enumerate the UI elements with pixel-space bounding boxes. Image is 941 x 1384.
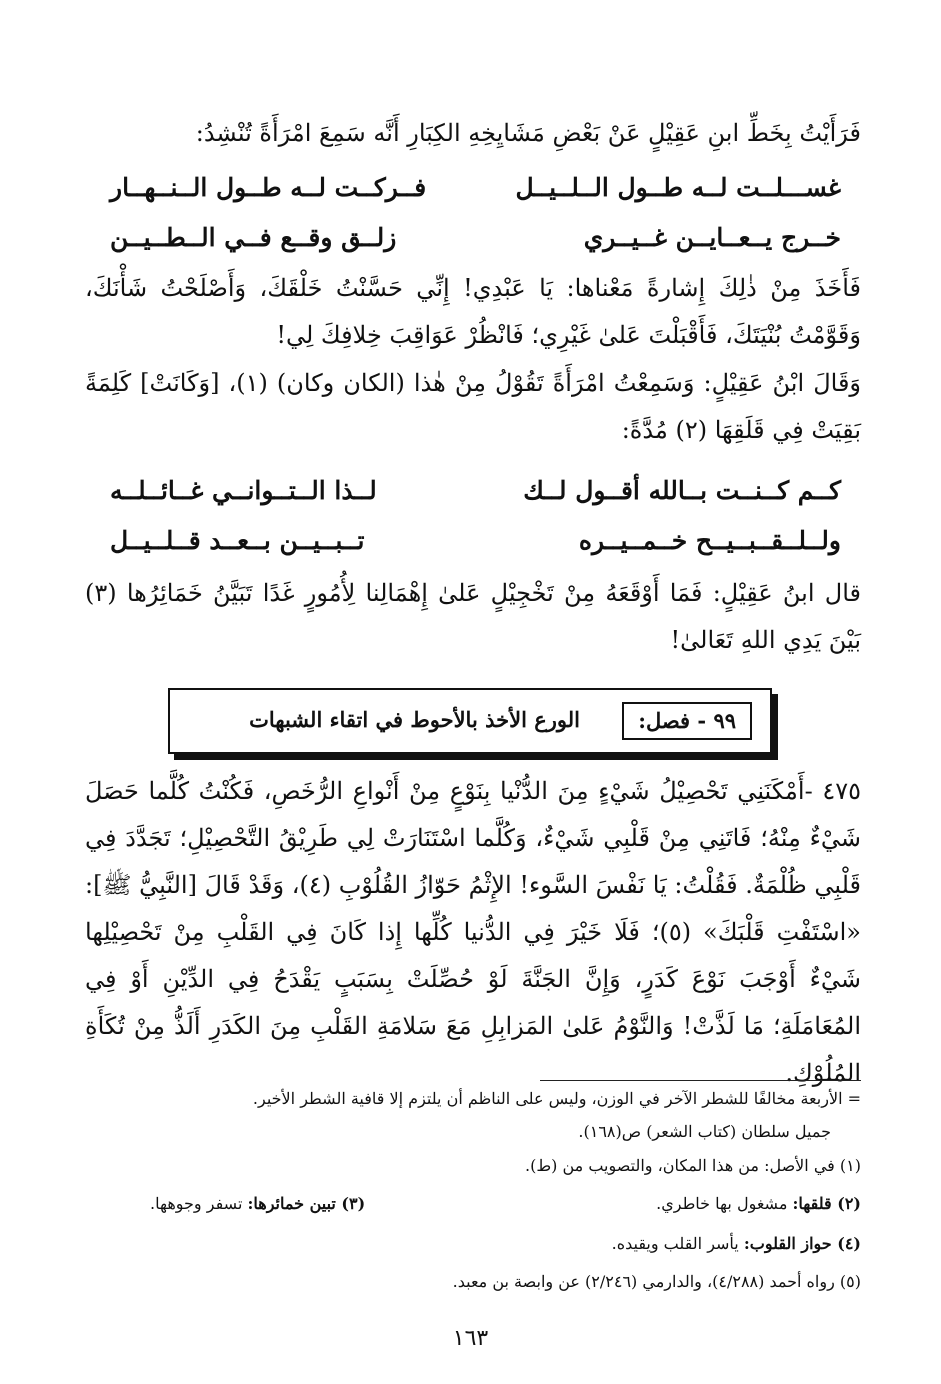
section-label: ٩٩ - فصل: xyxy=(622,702,752,740)
verse-line-2 xyxy=(110,212,841,262)
verse-4-first-hemistich: ولــلــقــبــيــح خــمــيــره xyxy=(578,525,841,555)
verse-3-first-hemistich: كــم كــنــت بــالله أقــول لــك xyxy=(523,475,841,505)
footnotes-2-3 xyxy=(150,1190,861,1218)
verse-line-3 xyxy=(110,465,841,515)
footnote-4-term: (٤) حواز القلوب: xyxy=(743,1234,861,1253)
footnote-5: (٥) رواه أحمد (٤/٢٨٨)، والدارمي (٢/٢٤٦) عن وابصة بن معبد. xyxy=(452,1272,861,1291)
section-title: الورع الأخذ بالأحوط في اتقاء الشبهات xyxy=(249,707,580,732)
verse-3-second-hemistich: لــذا الــتــوانــي غــائــلــه xyxy=(110,475,377,505)
said-paragraph: قال ابنُ عَقِيْلٍ: فَمَا أَوْقَعَهُ مِنْ تَخْجِيْلٍ عَلىٰ إِهْمَالِنا لِأُمُورٍ غَدًا تَبَيَّنُ خَمَائِرُها (٣) بَيْنَ يَدِي اللهِ تَعَالىٰ! xyxy=(85,579,861,654)
heard-paragraph: وَقَالَ ابْنُ عَقِيْلٍ: وَسَمِعْتُ امْرَأَةً تَقُوْلُ مِنْ هٰذا (الكان وكان) (١)، [وَكَانَتْ] كَلِمَةً بَقِيَتْ فِي قَلَقِهَا (٢) مُدَّةً: xyxy=(85,369,862,444)
footnote-3-term: (٣) تبين خمائرها: xyxy=(247,1194,366,1213)
footnote-4-text: يأسر القلب ويقيده. xyxy=(611,1234,744,1253)
verse-line-4 xyxy=(110,515,841,565)
meaning-paragraph: فَأَخَذَ مِنْ ذٰلِكَ إِشارةً مَعْناها: يَا عَبْدِي! إِنِّي حَسَّنْتُ خَلْقَكَ، وَأَصْلَحْتُ شَأْنَكَ، وَقَوَّمْتُ بُنْيَتَكَ، فَأَقْبَلْتَ عَلىٰ غَيْرِي؛ فَانْظُرْ عَوَاقِبَ خِلافِكَ لِي! xyxy=(85,274,861,349)
verse-2-first-hemistich: خــرج يــعــايــن غــيــري xyxy=(583,222,841,252)
footnote-2 xyxy=(656,1190,861,1218)
verse-2-second-hemistich: زلــق وقــع فــي الــطــيــن xyxy=(110,222,397,252)
intro-paragraph: فَرَأَيْتُ بِخَطِّ ابنِ عَقِيْلٍ عَنْ بَعْضِ مَشَايِخِهِ الكِبَارِ أَنَّه سَمِعَ امْرَأَةً تُنْشِدُ: xyxy=(195,119,861,147)
section-body-paragraph: ٤٧٥ -أَمْكَنَنِي تَحْصِيْلُ شَيْءٍ مِنَ الدُّنْيا بِنَوْعٍ مِنْ أَنْواعِ الرُّخَصِ، فَكُنْتُ كُلَّما حَصَلَ شَيْءٌ مِنْهُ؛ فَاتَنِي مِنْ قَلْبِي شَيْءٌ، وَكُلَّما اسْتَنَارَتْ لِي طَرِيْقُ التَّحْصِيْلِ؛ تَجَدَّدَ فِي قَلْبِي ظُلْمَةٌ. فَقُلْتُ: يَا نَفْسَ السَّوء! الإِثْمُ حَوّازُ القُلُوْبِ (٤)، وَقَدْ قَالَ [النَّبِيُّ ﷺ]: «اسْتَفْتِ قَلْبَكَ» (٥)؛ فَلَا خَيْرَ فِي الدُّنيا كُلِّها إِذا كَانَ فِي القَلْبِ مِنْ تَحْصِيْلِها شَيْءٌ أَوْجَبَ نَوْعَ كَدَرٍ، وَإِنَّ الجَنَّةَ لَوْ حُصِّلَتْ بِسَبَبٍ يَقْدَحُ فِي الدِّيْنِ أَوْ فِي المُعَامَلَةِ؛ مَا لَذَّتْ! وَالنَّوْمُ عَلىٰ المَزابِلِ مَعَ سَلامَةِ القَلْبِ مِنَ الكَدَرِ أَلَذُّ مِنْ تُكَأَةِ المُلُوْكِ. xyxy=(85,777,862,1087)
footnote-1: (١) في الأصل: من هذا المكان، والتصويب من (ط). xyxy=(525,1156,861,1175)
verse-line-1 xyxy=(110,162,841,212)
footnote-3-text: تسفر وجوهها. xyxy=(150,1194,248,1213)
footnote-4 xyxy=(80,1230,861,1258)
footnote-continued-line-1: = الأربعة مخالفًا للشطر الآخر في الوزن، وليس على الناظم أن يلتزم إلا قافية الشطر الأخير. xyxy=(252,1089,861,1108)
verse-4-second-hemistich: تــبــيــن بــعــد قــلــيــل xyxy=(110,525,365,555)
page-number: ١٦٣ xyxy=(452,1326,489,1351)
verse-1-second-hemistich: فــركــت لــه طــول الــنــهــار xyxy=(110,172,427,202)
footnote-continued-line-2: جميل سلطان (كتاب الشعر) ص(١٦٨). xyxy=(578,1122,831,1141)
footnote-3 xyxy=(150,1190,365,1218)
footnote-2-term: (٢) قلقها: xyxy=(792,1194,861,1213)
footnote-2-text: مشغول بها خاطري. xyxy=(656,1194,793,1213)
footnote-separator xyxy=(540,1080,861,1081)
verse-1-first-hemistich: غســـلــت لــه طــول الــلــيــل xyxy=(515,172,841,202)
section-heading xyxy=(168,688,772,754)
